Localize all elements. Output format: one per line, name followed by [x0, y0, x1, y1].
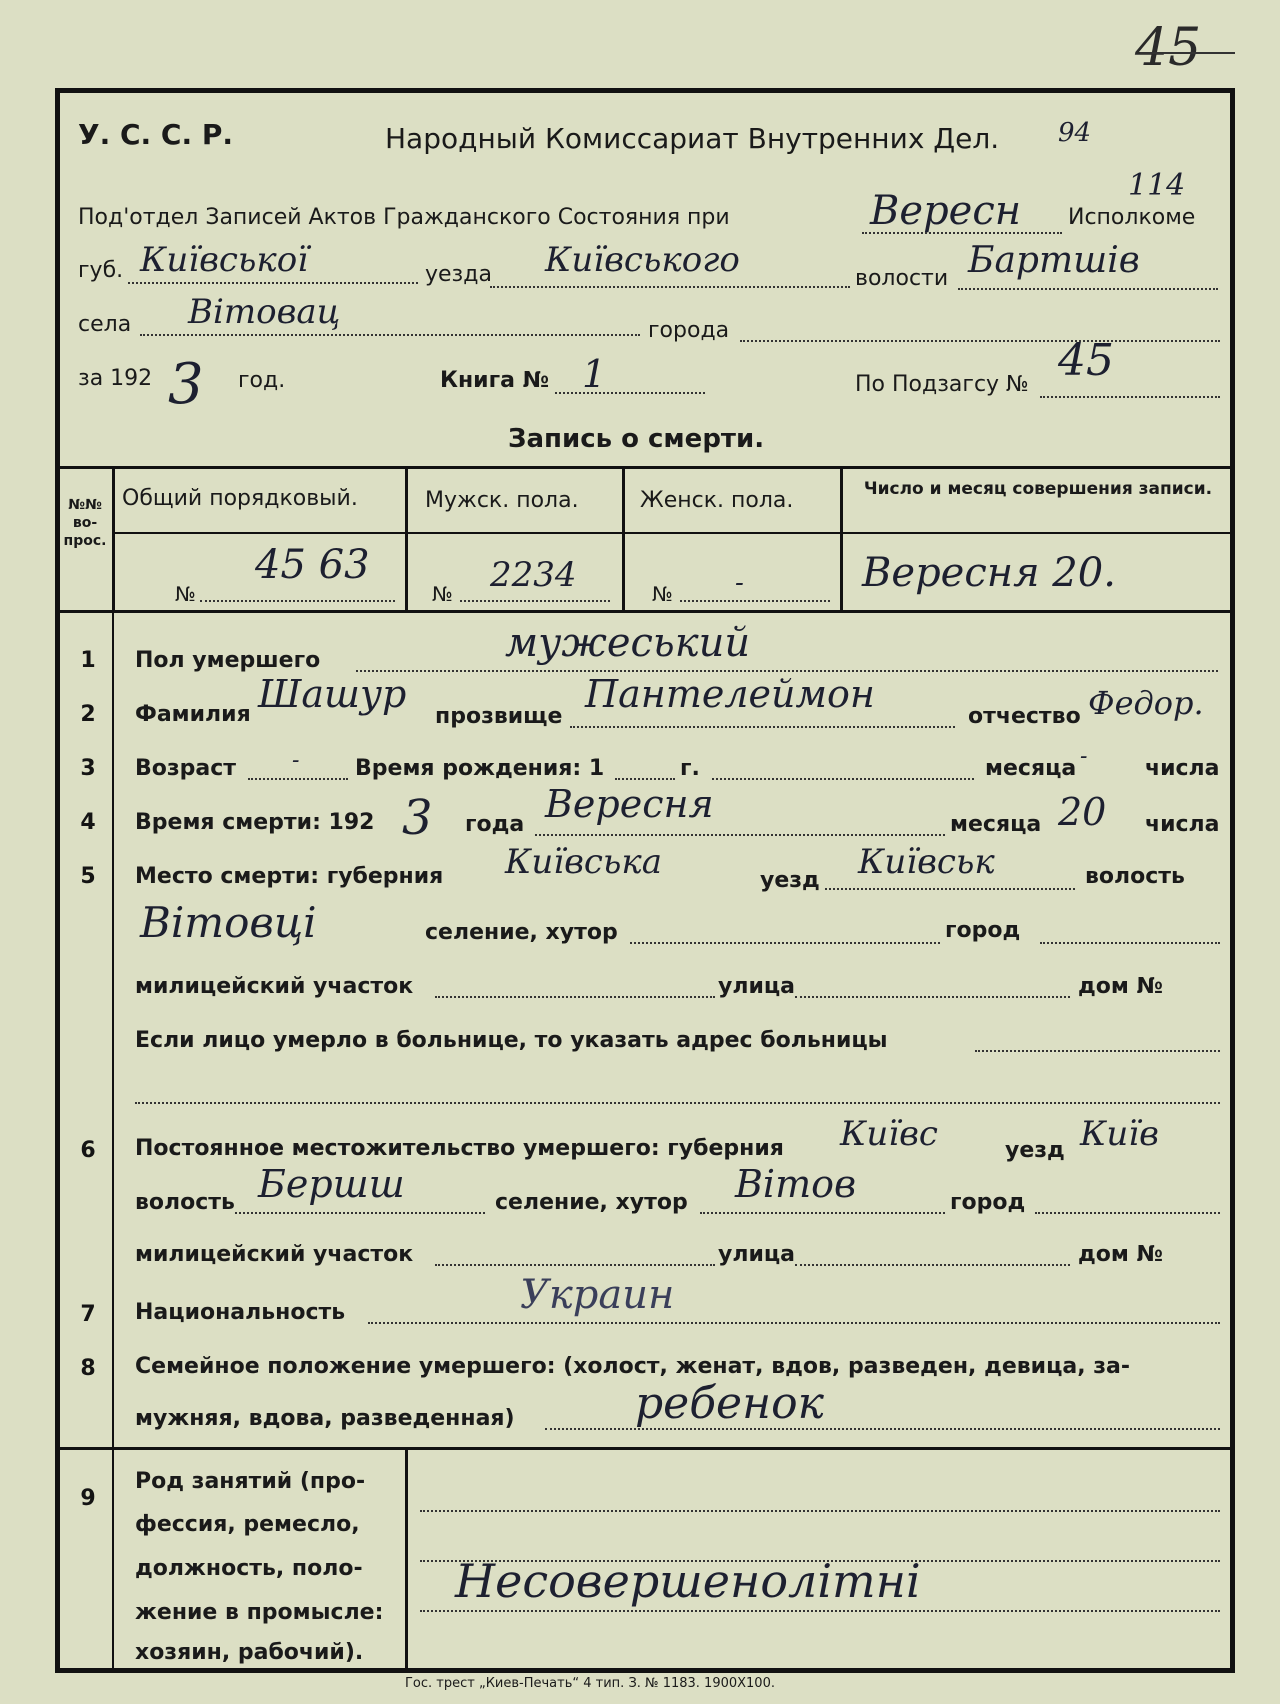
q9-value-divider — [405, 1447, 408, 1669]
q9-value: Несовершенолітні — [455, 1554, 921, 1608]
subdept-value: Вересн — [870, 188, 1022, 234]
q8-line — [545, 1428, 1220, 1430]
q5-hospital-line-1 — [975, 1050, 1220, 1052]
year-label: за 192 — [78, 366, 153, 391]
q2-patr-label: отчество — [968, 704, 1081, 729]
q3-month-value: - — [1080, 744, 1088, 769]
book-value: 1 — [582, 352, 607, 396]
selo-label: села — [78, 312, 132, 337]
podzags-line — [1040, 396, 1220, 398]
q7-value: Украин — [520, 1272, 675, 1318]
section-rule — [58, 1447, 1235, 1450]
q4-label: Время смерти: 192 — [135, 810, 375, 835]
gorod-label: города — [648, 318, 730, 343]
q5-gub-value: Київська — [505, 842, 663, 882]
uezd-label: уезда — [425, 262, 492, 287]
table-top-rule — [58, 466, 1235, 469]
q3-age-value: - — [292, 748, 300, 773]
q5-house-label: дом № — [1078, 974, 1163, 999]
uezd-value: Київського — [545, 240, 740, 280]
volost-value: Бартшів — [968, 240, 1140, 281]
q3-birth-label: Время рождения: 1 — [355, 756, 605, 781]
q6-city-line — [1035, 1212, 1220, 1214]
q5-label: Место смерти: губерния — [135, 864, 444, 889]
table-col-divider — [112, 466, 115, 610]
col-record-date: Число и месяц совершения записи. — [863, 479, 1213, 499]
q9-number: 9 — [80, 1486, 96, 1511]
q3-g-label: г. — [680, 756, 700, 781]
q5-village-label: селение, хутор — [425, 920, 618, 945]
q5-police-label: милицейский участок — [135, 974, 414, 999]
q2-fam-label: Фамилия — [135, 702, 251, 727]
q8-number: 8 — [80, 1356, 96, 1381]
gorod-line — [740, 340, 1220, 342]
subdept-line — [862, 232, 1062, 234]
q3-number: 3 — [80, 756, 96, 781]
commissariat-title: Народный Комиссариат Внутренних Дел. — [385, 122, 1000, 155]
podzags-label: По Подзагсу № — [855, 372, 1029, 397]
q5-village-line — [630, 942, 940, 944]
volost-label: волости — [855, 266, 949, 291]
q6-gub-value: Київс — [840, 1114, 938, 1154]
q9-label-5: хозяин, рабочий). — [135, 1640, 364, 1665]
q9-label-2: фессия, ремесло, — [135, 1512, 360, 1537]
q4-day-label: числа — [1145, 812, 1220, 837]
corner-number: 45 — [1135, 18, 1202, 78]
q5-city-line — [1040, 942, 1220, 944]
q6-uezd-value: Київ — [1080, 1114, 1159, 1154]
record-date-value: Вересня 20. — [862, 550, 1116, 596]
q1-label: Пол умершего — [135, 648, 321, 673]
rows-number-divider — [112, 610, 114, 1447]
q4-month-value: Вересня — [545, 782, 714, 826]
q3-day-label: числа — [1145, 756, 1220, 781]
q9-line-2 — [420, 1560, 1220, 1562]
q6-street-label: улица — [718, 1242, 796, 1267]
col-female: Женск. пола. — [640, 488, 794, 513]
female-no-value: - — [735, 568, 744, 598]
q5-number: 5 — [80, 864, 96, 889]
ispolkom-label: Исполкоме — [1068, 205, 1196, 230]
q5-uezd-line — [825, 888, 1075, 890]
q3-birth-mid-line — [712, 778, 974, 780]
q2-nick-value: Пантелеймон — [585, 672, 875, 716]
q4-year-label: года — [465, 812, 525, 837]
q6-volost-line — [235, 1212, 485, 1214]
q3-age-label: Возраст — [135, 756, 237, 781]
table-mid-rule — [115, 532, 1235, 534]
q6-police-label: милицейский участок — [135, 1242, 414, 1267]
q7-label: Национальность — [135, 1300, 346, 1325]
q8-label-2: мужняя, вдова, разведенная) — [135, 1406, 515, 1431]
book-label: Книга № — [440, 368, 550, 393]
male-no-line — [460, 600, 610, 602]
subdept-label: Под'отдел Записей Актов Гражданского Состояния при — [78, 205, 730, 230]
q4-number: 4 — [80, 810, 96, 835]
q6-volost-label: волость — [135, 1190, 235, 1215]
gub-value: Київської — [140, 240, 309, 280]
q3-age-line — [248, 778, 348, 780]
gub-line — [128, 282, 418, 284]
table-col-divider — [840, 466, 843, 610]
table-bottom-rule — [58, 610, 1235, 613]
female-no-line — [680, 600, 830, 602]
q5-city-label: город — [945, 918, 1021, 943]
q9-label-3: должность, поло- — [135, 1556, 363, 1581]
selo-value: Вітовац — [188, 292, 341, 332]
q6-village-label: селение, хутор — [495, 1190, 688, 1215]
book-line — [555, 392, 705, 394]
q7-line — [368, 1322, 1220, 1324]
no-sign-female: № — [652, 582, 673, 606]
q4-month-line — [535, 834, 945, 836]
q4-month-label: месяца — [950, 812, 1042, 837]
printer-footer: Гос. трест „Киев-Печать“ 4 тип. З. № 1183. 1900Х100. — [405, 1676, 775, 1691]
q5-uezd-value: Київськ — [858, 842, 995, 882]
side-number-bottom: 114 — [1128, 168, 1186, 203]
record-title: Запись о смерти. — [508, 424, 765, 454]
general-no-value: 45 63 — [255, 542, 370, 588]
q6-city-label: город — [950, 1190, 1026, 1215]
general-no-line — [200, 600, 395, 602]
q1-number: 1 — [80, 648, 96, 673]
col-male: Мужск. пола. — [425, 488, 579, 513]
q6-village-value: Вітов — [735, 1162, 857, 1206]
q9-label-1: Род занятий (про- — [135, 1469, 366, 1494]
q5-volost-label: волость — [1085, 864, 1185, 889]
year-value: 3 — [168, 352, 204, 417]
year-suffix: год. — [238, 368, 286, 393]
q5-street-label: улица — [718, 974, 796, 999]
q8-label-1: Семейное положение умершего: (холост, женат, вдов, разведен, девица, за- — [135, 1354, 1131, 1379]
no-sign-male: № — [432, 582, 453, 606]
table-col-divider — [405, 466, 408, 610]
q6-volost-value: Бершш — [258, 1162, 405, 1206]
q8-value: ребенок — [635, 1378, 824, 1429]
side-number-top: 94 — [1058, 118, 1092, 148]
q4-year-value: 3 — [402, 790, 433, 846]
q6-street-line — [795, 1264, 1070, 1266]
qnum-header: №№ во- прос. — [63, 497, 107, 549]
selo-line — [140, 334, 640, 336]
q5-hospital-label: Если лицо умерло в больнице, то указать адрес больницы — [135, 1028, 888, 1053]
q2-patr-value: Федор. — [1088, 684, 1204, 722]
uezd-line — [490, 286, 850, 288]
q5-street-line — [795, 996, 1070, 998]
republic-label: У. С. С. Р. — [78, 118, 233, 151]
q5-uezd-label: уезд — [760, 868, 820, 893]
q5-police-line — [435, 996, 715, 998]
q9-label-4: жение в промысле: — [135, 1600, 384, 1625]
corner-number-underline — [1140, 52, 1235, 54]
q6-uezd-label: уезд — [1005, 1138, 1065, 1163]
q2-nick-label: прозвище — [435, 704, 563, 729]
q3-month-label: месяца — [985, 756, 1077, 781]
q4-day-value: 20 — [1058, 790, 1107, 834]
q3-birth-year-line — [615, 778, 675, 780]
q9-line-1 — [420, 1510, 1220, 1512]
q9-line-3 — [420, 1610, 1220, 1612]
volost-line — [958, 288, 1218, 290]
q6-number: 6 — [80, 1138, 96, 1163]
podzags-value: 45 — [1058, 335, 1114, 386]
q6-village-line — [700, 1212, 945, 1214]
q5-hospital-line-2 — [135, 1102, 1220, 1104]
q2-fam-value: Шашур — [258, 672, 407, 716]
no-sign-general: № — [175, 582, 196, 606]
q1-value: мужеський — [505, 620, 751, 666]
q7-number: 7 — [80, 1302, 96, 1327]
gub-label: губ. — [78, 258, 124, 283]
q6-label: Постоянное местожительство умершего: губерния — [135, 1136, 784, 1161]
q2-nick-line — [570, 726, 955, 728]
table-col-divider — [622, 466, 625, 610]
q6-house-label: дом № — [1078, 1242, 1163, 1267]
male-no-value: 2234 — [490, 555, 577, 595]
col-general: Общий порядковый. — [122, 486, 358, 511]
q6-police-line — [435, 1264, 715, 1266]
q2-number: 2 — [80, 702, 96, 727]
q5-village-value: Вітовці — [140, 898, 317, 947]
q9-number-divider — [112, 1447, 114, 1669]
